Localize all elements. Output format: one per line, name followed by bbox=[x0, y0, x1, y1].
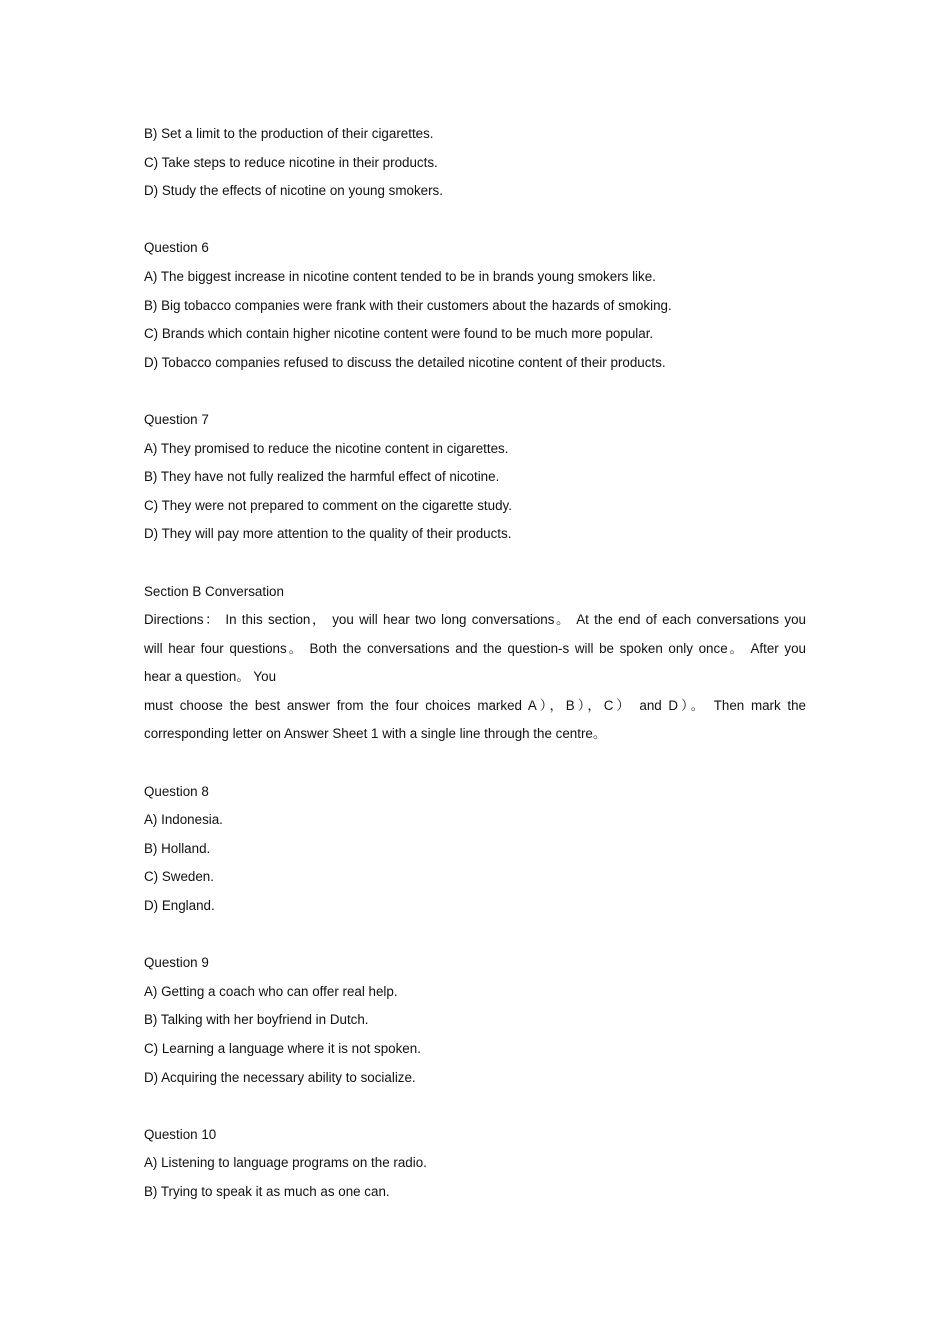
question-title: Question 10 bbox=[144, 1126, 217, 1142]
option-c: C) Sweden. bbox=[144, 869, 214, 885]
question-8 bbox=[144, 778, 806, 921]
question-title: Question 6 bbox=[144, 240, 209, 256]
option-b: B) Trying to speak it as much as one can. bbox=[144, 1183, 390, 1199]
option-b: B) They have not fully realized the harmful effect of nicotine. bbox=[144, 469, 500, 485]
spacer bbox=[144, 377, 806, 406]
directions-line: corresponding letter on Answer Sheet 1 with a single line through the centre。 bbox=[144, 726, 607, 742]
option-b: B) Holland. bbox=[144, 840, 211, 856]
spacer bbox=[144, 749, 806, 778]
question-7 bbox=[144, 406, 806, 549]
spacer bbox=[144, 206, 806, 235]
option-d: D) Study the effects of nicotine on young smokers. bbox=[144, 183, 443, 199]
spacer bbox=[144, 921, 806, 950]
option-d: D) Tobacco companies refused to discuss the detailed nicotine content of their products. bbox=[144, 354, 666, 370]
question-5-options bbox=[144, 120, 806, 206]
option-a: A) Listening to language programs on the radio. bbox=[144, 1155, 427, 1171]
option-d: D) England. bbox=[144, 898, 215, 914]
spacer bbox=[144, 1092, 806, 1121]
document-page bbox=[144, 120, 806, 1207]
directions-paragraph bbox=[144, 606, 806, 749]
option-a: A) They promised to reduce the nicotine content in cigarettes. bbox=[144, 440, 509, 456]
section-heading: Section B Conversation bbox=[144, 583, 284, 599]
question-10 bbox=[144, 1121, 806, 1207]
question-title: Question 7 bbox=[144, 411, 209, 427]
option-c: C) Take steps to reduce nicotine in their products. bbox=[144, 154, 438, 170]
directions-line: must choose the best answer from the four choices marked A），B），C） and D）。 Then mark the bbox=[144, 697, 806, 713]
option-b: B) Big tobacco companies were frank with their customers about the hazards of smoking. bbox=[144, 297, 672, 313]
question-title: Question 9 bbox=[144, 955, 209, 971]
option-c: C) Learning a language where it is not spoken. bbox=[144, 1041, 421, 1056]
directions-line: hear a question。 You bbox=[144, 669, 277, 685]
question-title: Question 8 bbox=[144, 783, 209, 799]
spacer bbox=[144, 549, 806, 578]
directions-line: Directions： In this section， you will hear two long conversations。 At the end of each conversations you bbox=[144, 612, 806, 628]
option-b: B) Set a limit to the production of their cigarettes. bbox=[144, 126, 434, 141]
question-6 bbox=[144, 234, 806, 377]
option-b: B) Talking with her boyfriend in Dutch. bbox=[144, 1012, 369, 1028]
option-a: A) Indonesia. bbox=[144, 812, 223, 828]
option-c: C) Brands which contain higher nicotine content were found to be much more popular. bbox=[144, 326, 654, 342]
option-c: C) They were not prepared to comment on the cigarette study. bbox=[144, 497, 512, 513]
directions-line: will hear four questions。 Both the conversations and the question-s will be spoken only once。 After you bbox=[144, 640, 806, 656]
option-a: A) Getting a coach who can offer real help. bbox=[144, 983, 398, 999]
option-d: D) They will pay more attention to the quality of their products. bbox=[144, 526, 512, 542]
option-a: A) The biggest increase in nicotine content tended to be in brands young smokers like. bbox=[144, 268, 656, 284]
section-b bbox=[144, 578, 806, 750]
question-9 bbox=[144, 949, 806, 1092]
option-d: D) Acquiring the necessary ability to socialize. bbox=[144, 1069, 416, 1085]
